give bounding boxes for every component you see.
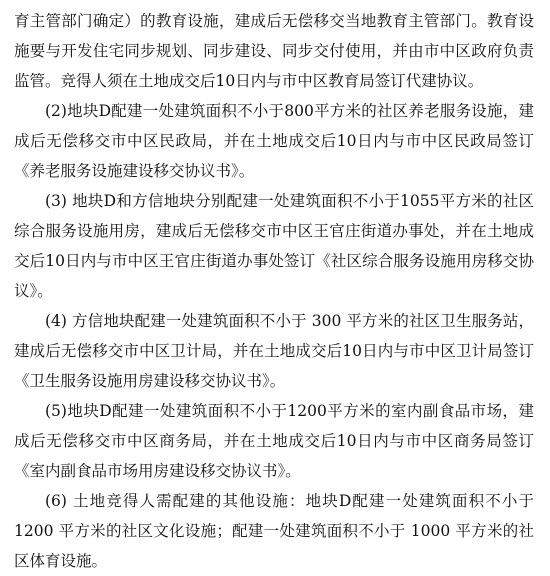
paragraph-education-continued: 育主管部门确定）的教育设施，建成后无偿移交当地教育主管部门。教育设施要与开发住宅同步规划、同步建设、同步交付使用，并由市中区政府负责监管。竞得人须在土地成交后10日内与市中区教育局签订代建协议。 — [14, 12, 534, 90]
paragraph-health-station: (4) 方信地块配建一处建筑面积不小于 300 平方米的社区卫生服务站，建成后无偿移交市中区卫计局，并在土地成交后10日内与市中区卫计局签订《卫生服务设施用房建设移交协议书》。 — [14, 312, 534, 390]
paragraph-community-service: (3) 地块D和方信地块分别配建一处建筑面积不小于1055平方米的社区综合服务设施用房，建成后无偿移交市中区王官庄街道办事处，并在土地成交后10日内与市中区王官庄街道办事处签订《社区综合服务设施用房移交协议》。 — [14, 192, 534, 300]
paragraph-elderly-care: (2)地块D配建一处建筑面积不小于800平方米的社区养老服务设施，建成后无偿移交市中区民政局，并在土地成交后10日内与市中区民政局签订《养老服务设施建设移交协议书》。 — [14, 102, 534, 180]
paragraph-food-market: (5)地块D配建一处建筑面积不小于1200平方米的室内副食品市场，建成后无偿移交市中区商务局，并在土地成交后10日内与市中区商务局签订《室内副食品市场用房建设移交协议书》。 — [14, 402, 534, 480]
paragraph-other-facilities: (6) 土地竞得人需配建的其他设施：地块D配建一处建筑面积不小于1200 平方米的社区文化设施；配建一处建筑面积不小于 1000 平方米的社区体育设施。 — [14, 492, 534, 570]
